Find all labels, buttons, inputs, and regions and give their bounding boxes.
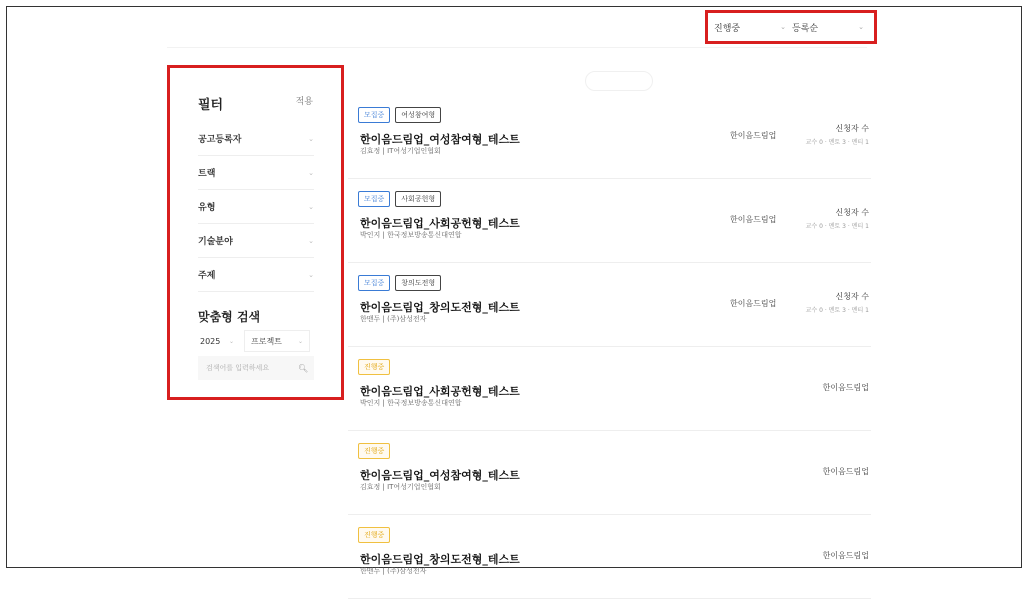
chevron-down-icon: ⌄	[228, 337, 234, 345]
project-list	[348, 95, 871, 599]
chevron-down-icon: ⌄	[780, 23, 786, 31]
status-badge: 진행중	[358, 359, 390, 375]
status-select[interactable]	[714, 21, 786, 34]
item-org: 한이음드림업	[730, 215, 777, 224]
item-subtitle: 한맨두 | (주)삼성전자	[360, 567, 427, 575]
filter-category-type[interactable]	[198, 190, 314, 224]
page-frame	[6, 6, 1022, 575]
filter-category-tech-field[interactable]	[198, 224, 314, 258]
chevron-down-icon: ⌄	[308, 236, 314, 245]
item-org: 한이음드림업	[822, 383, 869, 392]
item-title[interactable]: 한이음드림업_여성참여형_테스트	[360, 469, 520, 482]
filter-category-track[interactable]	[198, 156, 314, 190]
custom-search-selects	[198, 330, 310, 352]
type-select[interactable]	[244, 330, 310, 352]
type-select-value: 프로젝트	[251, 336, 282, 346]
applicants-label: 신청자 수	[835, 292, 869, 301]
search-icon[interactable]: 🔍︎	[298, 363, 309, 373]
item-org: 한이음드림업	[730, 299, 777, 308]
chevron-down-icon: ⌄	[297, 337, 303, 345]
year-select-value: 2025	[200, 336, 221, 346]
item-title[interactable]: 한이음드림업_사회공헌형_테스트	[360, 385, 520, 398]
chevron-down-icon: ⌄	[308, 168, 314, 177]
status-badge: 진행중	[358, 443, 390, 459]
badge-group	[358, 359, 390, 375]
chevron-down-icon: ⌄	[308, 270, 314, 279]
badge-group	[358, 191, 441, 207]
filter-title: 필터	[198, 98, 224, 113]
filter-category-label: 유형	[198, 203, 216, 213]
chevron-down-icon: ⌄	[858, 23, 864, 31]
search-box	[198, 356, 314, 380]
applicants-counts: 교수 0 · 멘토 3 · 멘티 1	[805, 139, 869, 146]
placeholder-pill	[585, 71, 653, 91]
list-item[interactable]	[348, 263, 871, 347]
filter-category-label: 트랙	[198, 169, 216, 179]
filter-category-topic[interactable]	[198, 258, 314, 292]
item-subtitle: 김효정 | IT여성기업인협회	[360, 147, 441, 155]
type-badge: 창의도전형	[395, 275, 441, 291]
order-select[interactable]	[792, 21, 864, 34]
badge-group	[358, 275, 441, 291]
status-badge: 진행중	[358, 527, 390, 543]
filter-category-label: 기술분야	[198, 237, 233, 247]
sort-controls	[705, 10, 877, 44]
chevron-down-icon: ⌄	[308, 202, 314, 211]
status-select-value: 진행중	[714, 23, 741, 34]
item-org: 한이음드림업	[822, 467, 869, 476]
list-item[interactable]	[348, 431, 871, 515]
item-subtitle: 박인지 | 한국정보방송통신대연합	[360, 399, 462, 407]
type-badge: 여성참여형	[395, 107, 441, 123]
item-title[interactable]: 한이음드림업_창의도전형_테스트	[360, 301, 520, 314]
applicants-label: 신청자 수	[835, 124, 869, 133]
chevron-down-icon: ⌄	[308, 134, 314, 143]
filter-apply-button[interactable]: 적용	[295, 97, 313, 107]
badge-group	[358, 443, 390, 459]
search-input[interactable]	[204, 363, 298, 373]
applicants-label: 신청자 수	[835, 208, 869, 217]
list-item[interactable]	[348, 515, 871, 599]
applicants-counts: 교수 0 · 멘토 3 · 멘티 1	[805, 307, 869, 314]
order-select-value: 등록순	[792, 23, 819, 34]
filter-panel	[167, 65, 344, 400]
status-badge: 모집중	[358, 275, 390, 291]
year-select[interactable]	[198, 330, 236, 352]
type-badge: 사회공헌형	[395, 191, 441, 207]
applicants-counts: 교수 0 · 멘토 3 · 멘티 1	[805, 223, 869, 230]
item-subtitle: 박인지 | 한국정보방송통신대연합	[360, 231, 462, 239]
status-badge: 모집중	[358, 191, 390, 207]
custom-search-title: 맞춤형 검색	[198, 310, 261, 324]
item-title[interactable]: 한이음드림업_창의도전형_테스트	[360, 553, 520, 566]
filter-category-registrant[interactable]	[198, 122, 314, 156]
filter-category-label: 공고등록자	[198, 135, 242, 145]
item-org: 한이음드림업	[822, 551, 869, 560]
badge-group	[358, 527, 390, 543]
item-title[interactable]: 한이음드림업_사회공헌형_테스트	[360, 217, 520, 230]
list-item[interactable]	[348, 347, 871, 431]
badge-group	[358, 107, 441, 123]
header-divider	[167, 47, 867, 48]
filter-category-label: 주제	[198, 271, 216, 281]
item-subtitle: 김효정 | IT여성기업인협회	[360, 483, 441, 491]
item-org: 한이음드림업	[730, 131, 777, 140]
list-item[interactable]	[348, 95, 871, 179]
status-badge: 모집중	[358, 107, 390, 123]
filter-category-list	[198, 122, 314, 292]
list-item[interactable]	[348, 179, 871, 263]
item-title[interactable]: 한이음드림업_여성참여형_테스트	[360, 133, 520, 146]
item-subtitle: 한맨두 | (주)삼성전자	[360, 315, 427, 323]
